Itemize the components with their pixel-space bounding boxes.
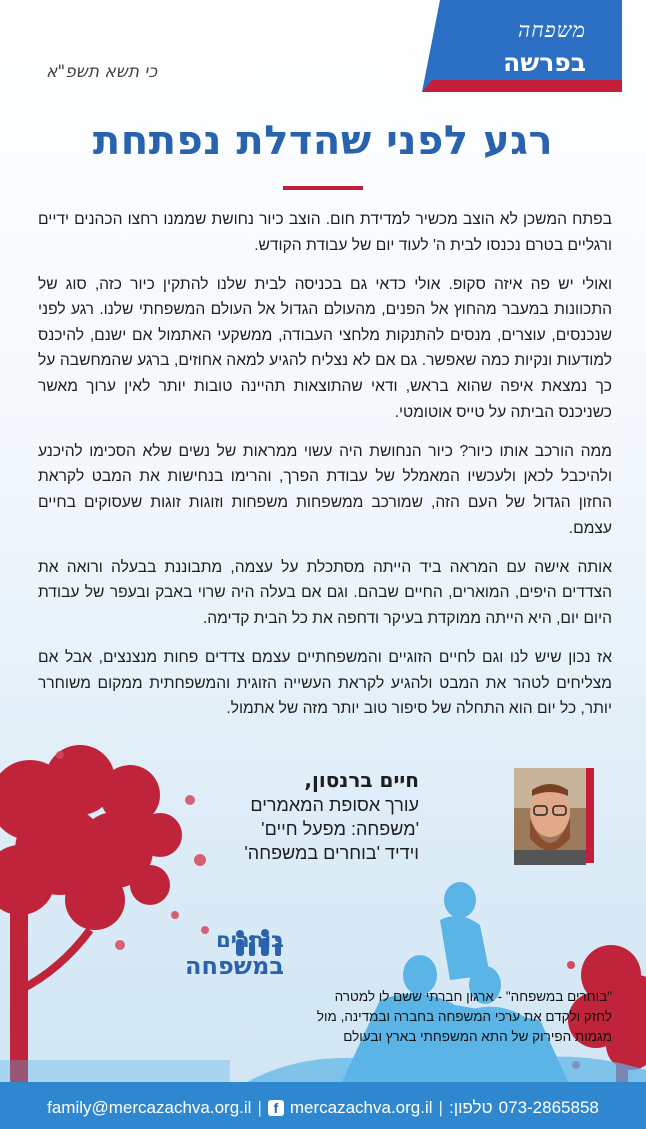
- logo-text-top: משפחה: [517, 18, 586, 42]
- author-role: עורך אסופת המאמרים: [250, 795, 419, 815]
- article-paragraph: ממה הורכב אותו כיור? כיור הנחושת היה עשוי ממראות של נשים שלא הסכימו להיכנע ולהיכבל לכאן ולעכשיו המאמלל של עבודת הפרך, והרימו בנחישות את המבט לקראת החזון הגדול של העם הזה, שמורכב ממשפחות משפחות וזוגות זוגות שעסוקים בחיים עצמם.: [38, 442, 612, 537]
- article-paragraph: אותה אישה עם המראה ביד הייתה מסתכלת על עצמה, מתבוננת בבעלה ורואה את הצדדים היפים, המוארים, החיים שבהם. וגם אם בעלה היה שרוי באבק ובעפר של עבודת היום יום, היא הייתה ממוקדת בעיקר ודחפה את כל הבית קדימה.: [38, 558, 612, 627]
- author-photo: [514, 768, 586, 865]
- author-name: חיים ברנסון,: [304, 768, 419, 792]
- org-description: "בוחרים במשפחה" - ארגון חברתי ששם לו למטרה לחזק ולקדם את ערכי המשפחה בחברה ובמדינה, מול מגמות הפירוק של התא המשפחתי בארץ ובעולם: [316, 989, 612, 1044]
- article-paragraph: ואולי יש פה איזה סקופ. אולי כדאי גם בכניסה לבית שלנו להתקין כיור כזה, סוג של התכוונות במעבר מהחוץ אל הפנים, מהעולם הגדול אל העולם המשפחתי שלנו. רגע לפני שנכנסים, עוצרים, מנסים להתנקות מלחצי העבודה, ממשקעי האתמול אם ישנם, להיכנס למודעות ונקיות כמה שאפשר. גם אם לא נצליח להגיע למאה אחוזים, ברגע שהמחשבה על כך נמצאת איפה שהוא בראש, ודאי שהתוצאות תהיינה טובות יותר לאין ערוך מאשר כשניכנס הביתה על טייס אוטומטי.: [38, 275, 612, 421]
- website-link[interactable]: mercazachva.org.il: [289, 1097, 433, 1117]
- article-paragraph: אז נכון שיש לנו וגם לחיים הזוגיים והמשפחתיים עצמם צדדים פחות מנצנצים, אבל אם מצליחים לטהר את המבט ולהגיע לקראת העשייה הזוגית והמשפחתית ממקום משוחרר יותר, כל יום הוא התחלה של סיפור טוב יותר מזה של אתמול.: [38, 648, 612, 718]
- author-role: 'משפחה: מפעל חיים': [261, 819, 419, 839]
- logo-text-bottom: בפרשה: [503, 48, 586, 77]
- article-body: [38, 207, 612, 735]
- author-role: וידיד 'בוחרים במשפחה': [244, 843, 419, 863]
- family-silhouette-illustration: [240, 880, 646, 1090]
- facebook-icon[interactable]: f: [268, 1100, 284, 1116]
- footer-separator: |: [257, 1097, 262, 1117]
- author-block: [149, 768, 419, 865]
- contact-footer: [0, 1086, 646, 1129]
- parsha-date: כי תשא תשפ"א: [46, 62, 158, 82]
- brand-logo: [422, 0, 622, 92]
- article-title: רגע לפני שהדלת נפתחת: [92, 118, 554, 164]
- article-paragraph: בפתח המשכן לא הוצב מכשיר למדידת חום. הוצב כיור נחושת שממנו רחצו הכהנים ידיים ורגליים בטרם נכנסו לבית ה' לעוד יום של עבודת הקודש.: [38, 211, 612, 254]
- org-name-line1: בוחרים: [216, 928, 284, 952]
- author-photo-frame: [524, 768, 594, 863]
- phone-label: :טלפון: [448, 1097, 493, 1117]
- email-link[interactable]: family@mercazachva.org.il: [47, 1097, 252, 1117]
- title-underline: [283, 186, 363, 190]
- phone-number[interactable]: 073-2865858: [498, 1097, 599, 1117]
- footer-separator: |: [438, 1097, 443, 1117]
- org-name-line2: במשפחה: [185, 952, 284, 980]
